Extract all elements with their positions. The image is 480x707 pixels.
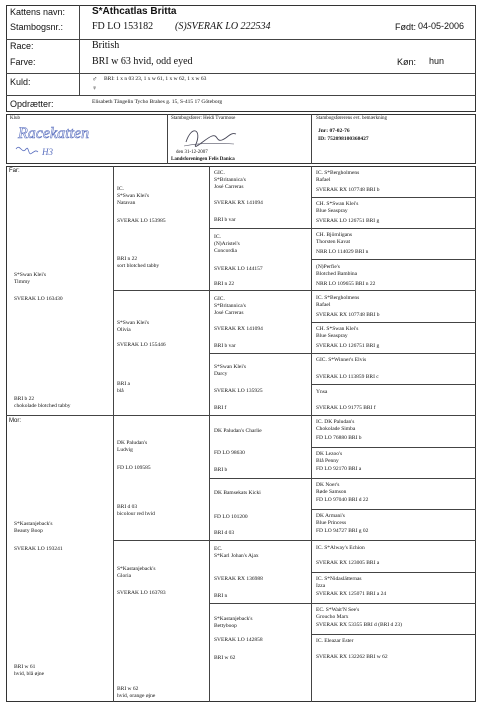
gggp-reg: FD LO 92170 BRI a [316, 466, 362, 472]
divider [209, 228, 476, 229]
id-text: ID: 752098100368427 [318, 136, 369, 142]
ggp-color: BRI b [214, 467, 228, 473]
gggp-reg: SVERAK RX 107748 BRI b [316, 312, 380, 318]
gggp-reg: SVERAK RX 53355 BRI d (BRI d 23) [316, 622, 403, 628]
ggp-reg: SVERAK RX 141094 [214, 200, 263, 206]
ggp-name: IC. (N)Aristel's Concordia [214, 234, 240, 254]
sex-value: hun [429, 56, 445, 66]
ggp-reg: FD LO 98630 [214, 450, 245, 456]
mother-color: BRI w 61 hvid, blå øjne [14, 664, 45, 677]
grandparent-name: S*Kastanjeback's Gloria [117, 566, 156, 579]
club-stamp-logo [12, 121, 132, 161]
gggp-name: GIC. S*Winner's Elvis [316, 357, 367, 363]
divider [311, 197, 476, 198]
signature [180, 122, 250, 150]
ggp-reg: SVERAK LO 142858 [214, 637, 263, 643]
gggp-name: CH. S*Swan Klei's Blue Seaspray [316, 326, 359, 339]
gggp-reg: SVERAK RX 132262 BRI w 62 [316, 654, 388, 660]
gggp-reg: FD LO 76880 BRI b [316, 435, 362, 441]
ggp-color: BRI f [214, 405, 227, 411]
born-value: 04-05-2006 [418, 21, 465, 31]
ggp-color: BRI b var [214, 217, 236, 223]
gggp-reg: SVERAK RX 107748 BRI b [316, 187, 380, 193]
gggp-reg: SVERAK LO 113859 BRI c [316, 374, 379, 380]
klub-label: Klub [10, 116, 20, 121]
grandparent-color: BRI w 62 hvid, orange øjne [117, 686, 156, 699]
father-color: BRI b 22 chokolade blotched tabby [14, 396, 71, 409]
born-label: Født: [395, 22, 417, 32]
stambog-value-2: (S)SVERAK LO 222534 [175, 21, 271, 32]
kuld-label: Kuld: [10, 77, 31, 87]
grandparent-color: BRI a blå [117, 381, 130, 394]
gggp-name: DK Lezoo's Blå Penny [316, 451, 343, 464]
ggp-name: DK Bamsekats Kicki [214, 490, 261, 496]
divider [6, 95, 476, 96]
gggp-name: Ynsa [316, 389, 328, 395]
svg-text:H3: H3 [42, 147, 53, 157]
ggp-name: S*Swan Klei's Darcy [214, 364, 247, 377]
divider [311, 114, 312, 164]
grandparent-reg: SVERAK LO 155446 [117, 342, 166, 348]
gggp-name: DK Armani's Blue Princess [316, 513, 347, 526]
mother-reg: SVERAK LO 193241 [14, 546, 63, 552]
divider [6, 73, 476, 74]
bemaerk-label: Stambogsførerens evt. bemærkning [316, 116, 387, 121]
divider [311, 166, 312, 702]
gggp-reg: SVERAK LO 91775 BRI f [316, 405, 376, 411]
gggp-name: IC. S*Alway's Echion [316, 545, 365, 551]
ggp-reg: SVERAK RX 141094 [214, 326, 263, 332]
ggp-reg: SVERAK RX 136988 [214, 576, 263, 582]
svg-text:Racekatten: Racekatten [18, 125, 90, 142]
grandparent-color: BRI d 03 bicolour red hvid [117, 504, 155, 517]
father-reg: SVERAK LO 163430 [14, 296, 63, 302]
jnr-text: Jnr: 07-02-76 [318, 128, 350, 134]
divider [311, 509, 476, 510]
father-name: S*Swan Klei's Timmy [14, 272, 47, 285]
stambog-label: Stambogsnr.: [10, 22, 64, 32]
sex-label: Køn: [397, 57, 417, 67]
ggp-color: BRI d 03 [214, 530, 235, 536]
race-value: British [92, 40, 120, 51]
gggp-name: DK Noer's Røde Samson [316, 482, 347, 495]
ggp-name: GIC. S*Britannica's José Carreras [214, 170, 246, 190]
divider [113, 290, 476, 291]
divider [311, 384, 476, 385]
color-label: Farve: [10, 57, 36, 67]
grandparent-reg: SVERAK LO 153985 [117, 218, 166, 224]
grandparent-reg: SVERAK LO 163783 [117, 590, 166, 596]
gggp-reg: SVERAK RX 125071 BRI a 24 [316, 591, 387, 597]
divider [311, 572, 476, 573]
gggp-reg: SVERAK LO 126751 BRI g [316, 343, 380, 349]
ggp-reg: FD LO 101200 [214, 514, 248, 520]
name-label: Kattens navn: [10, 7, 66, 17]
gggp-name: IC. DK Paludan's Chokolade Simba [316, 419, 356, 432]
divider [113, 166, 114, 702]
gggp-name: CH. S*Swan Klei's Blue Seaspray [316, 201, 359, 214]
gggp-name: IC. S*Bergholmens Rafael [316, 170, 360, 183]
gggp-name: IC. Eleazar Ester [316, 638, 354, 644]
gggp-name: IC. S*Bergholmens Rafael [316, 295, 360, 308]
divider [209, 353, 476, 354]
ggp-name: S*Kastanjeback's Bettyboop [214, 616, 253, 629]
ggp-reg: SVERAK LO 135925 [214, 388, 263, 394]
divider [311, 259, 476, 260]
divider [79, 5, 80, 95]
stambog-value: FD LO 153182 [92, 21, 154, 32]
gggp-reg: NRR LO 109655 BRI n 22 [316, 281, 376, 287]
divider [209, 603, 476, 604]
ggp-name: GIC. S*Britannica's José Carreras [214, 296, 246, 316]
father-label: Far: [9, 168, 20, 174]
grandparent-color: BRI n 22 sort blotched tabby [117, 256, 160, 269]
male-icon: ♂ [92, 75, 98, 83]
cat-name: S*Athcatlas Britta [92, 6, 177, 17]
stamboegsfoerer-label: Stambogsfører: Heidi Tvarmose [171, 116, 236, 121]
gggp-name: EC. S*Wait'N See's Groucho Marx [316, 607, 360, 620]
gggp-reg: SVERAK RX 123005 BRI a [316, 560, 380, 566]
grandparent-name: IC. S*Swan Klei's Natavan [117, 186, 150, 206]
divider [311, 322, 476, 323]
divider [167, 114, 168, 164]
gggp-name: (N)Perfie's Blotched Bambina [316, 264, 358, 277]
mother-name: S*Kastanjeback's Beauty Boop [14, 521, 53, 534]
grandparent-reg: FD LO 109585 [117, 465, 151, 471]
gggp-reg: FD LO 97040 BRI d 22 [316, 497, 369, 503]
grandparent-name: S*Swan Klei's Olivia [117, 320, 150, 333]
gggp-name: CH. Björnligans Thorsten Kavat [316, 232, 353, 245]
divider [6, 415, 476, 416]
kuld-value: BRI: 1 x n 03 23, 1 x w 61, 1 x w 62, 1 x w 63 [104, 76, 207, 82]
race-label: Race: [10, 41, 34, 51]
gggp-reg: FD LO 94727 BRI g 02 [316, 528, 369, 534]
breeder-label: Opdrætter: [10, 99, 54, 109]
date-text: den 31-12-2007 [176, 150, 208, 155]
mother-label: Mor: [9, 418, 21, 424]
divider [209, 478, 476, 479]
gggp-reg: NRR LO 114029 BRI n [316, 249, 369, 255]
grandparent-name: DK Paludan's Ludvig [117, 440, 148, 453]
breeder-value: Elisabeth Tängelin Tycho Brahes g. 15, S-415 17 Göteborg [92, 99, 223, 105]
female-icon: ♀ [92, 84, 98, 92]
ggp-color: BRI n 22 [214, 281, 235, 287]
divider [6, 39, 476, 40]
divider [209, 166, 210, 702]
gggp-name: IC. S*Nidaslätternas Izza [316, 576, 362, 589]
divider [311, 634, 476, 635]
color-value: BRI w 63 hvid, odd eyed [92, 56, 193, 67]
divider [113, 540, 476, 541]
ggp-name: EC. S*Karl Johan's Ajax [214, 546, 259, 559]
ggp-color: BRI w 62 [214, 655, 236, 661]
ggp-name: DK Paludan's Charlie [214, 428, 262, 434]
divider [311, 447, 476, 448]
gggp-reg: SVERAK LO 126751 BRI g [316, 218, 380, 224]
ggp-color: BRI n [214, 593, 228, 599]
ggp-color: BRI b var [214, 343, 236, 349]
ggp-reg: SVERAK LO 144157 [214, 266, 263, 272]
org-text: Landsforeningen Felis Danica [171, 157, 235, 162]
